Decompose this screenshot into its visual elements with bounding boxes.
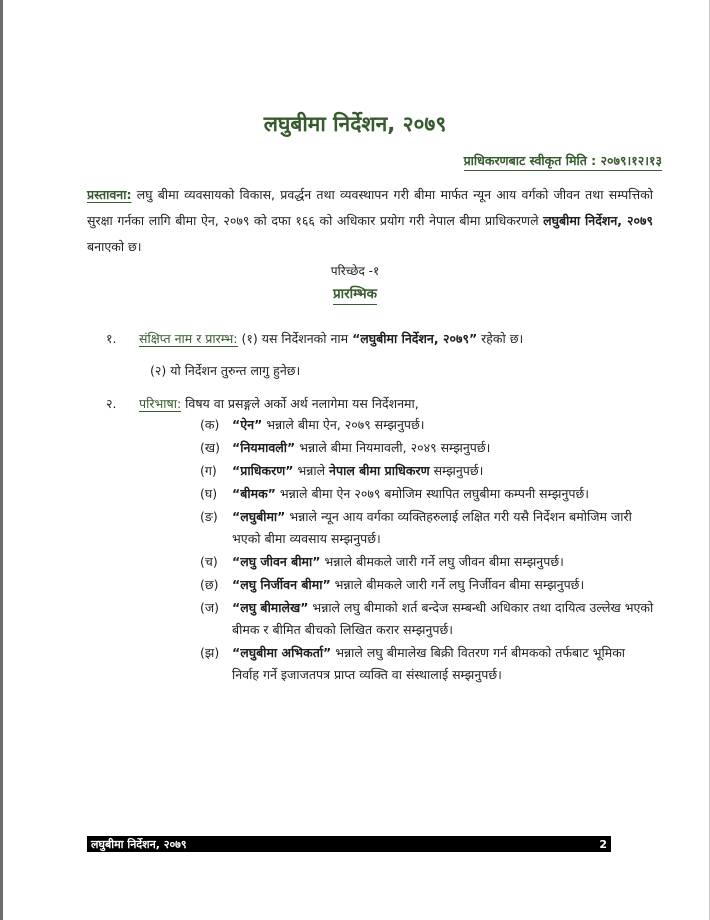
- section-heading: परिभाषा:: [139, 396, 182, 411]
- preamble-label: प्रस्तावना:: [87, 187, 132, 202]
- definition-body: भन्नाले: [293, 463, 330, 478]
- definition-term: “नियमावली”: [232, 440, 296, 455]
- definition-label: (घ): [200, 486, 218, 501]
- definition-label: (च): [200, 554, 218, 569]
- section-2-line: [139, 395, 419, 412]
- definition-body: भन्नाले बीमा ऐन, २०७९ सम्झनुपर्छ।: [262, 417, 425, 432]
- definition-body: भन्नाले लघु बीमालेख बिक्री वितरण गर्न बीमकको तर्फबाट भूमिका निर्वाह गर्ने इजाजतपत्र प्राप्त व्यक्ति वा संस्थालाई सम्झनुपर्छ।: [232, 645, 626, 682]
- page-number: 2: [599, 837, 607, 851]
- definition-item: [200, 597, 660, 641]
- preamble: [87, 182, 653, 260]
- definition-label: (ज): [200, 600, 220, 615]
- section-text: विषय वा प्रसङ्गले अर्को अर्थ नलागेमा यस निर्देशनमा,: [181, 396, 419, 411]
- definition-label: (ख): [200, 440, 220, 455]
- section-number: १.: [106, 331, 117, 346]
- definition-item: [200, 414, 660, 436]
- definition-label: (छ): [200, 577, 219, 592]
- definition-label: (झ): [200, 645, 220, 660]
- definition-term: “लघु निर्जीवन बीमा”: [232, 577, 331, 592]
- definition-term: “लघुबीमा अभिकर्ता”: [232, 645, 332, 660]
- page-left-border: [0, 0, 3, 920]
- definition-text: [232, 642, 660, 686]
- page-footer: [87, 836, 611, 852]
- definition-term: “बीमक”: [232, 486, 276, 501]
- preamble-text: लघु बीमा व्यवसायको विकास, प्रवर्द्धन तथा व्यवस्थापन गरी बीमा मार्फत न्यून आय वर्गको जीवन तथा सम्पत्तिको सुरक्षा गर्नका लागि बीमा ऐन, २०७९ को दफा १६६ को अधिकार प्रयोग गरी नेपाल बीमा प्राधिकरणले: [87, 187, 653, 228]
- definition-body-end: सम्झनुपर्छ।: [429, 463, 484, 478]
- definition-item: [200, 506, 660, 550]
- section-1-sub: (२) यो निर्देशन तुरुन्त लागु हुनेछ।: [150, 363, 301, 378]
- footer-title: लघुबीमा निर्देशन, २०७९: [91, 837, 187, 851]
- preamble-text-end: बनाएको छ।: [87, 239, 142, 254]
- chapter-title-text: प्रारम्भिक: [333, 286, 377, 305]
- definition-body: भन्नाले बीमा ऐन २०७९ बमोजिम स्थापित लघुबीमा कम्पनी सम्झनुपर्छ।: [275, 486, 589, 501]
- definition-text: [232, 414, 660, 436]
- section-bold: “लघुबीमा निर्देशन, २०७९”: [352, 331, 478, 346]
- definition-term: “ऐन”: [232, 417, 263, 432]
- definitions-list: [200, 414, 660, 687]
- definition-text: [232, 597, 660, 641]
- definition-item: [200, 551, 660, 573]
- section-number: २.: [106, 396, 117, 411]
- definition-item: [200, 460, 660, 482]
- preamble-bold: लघुबीमा निर्देशन, २०७९: [543, 213, 653, 228]
- definition-term: “लघुबीमा”: [232, 509, 286, 524]
- definition-body: भन्नाले न्यून आय वर्गका व्यक्तिहरुलाई लक्षित गरी यसै निर्देशन बमोजिम जारी भएको बीमा व्यवसाय सम्झनुपर्छ।: [232, 509, 632, 546]
- section-text-end: रहेको छ।: [477, 331, 524, 346]
- definition-label: (ङ): [200, 509, 218, 524]
- definition-item: [200, 642, 660, 686]
- definition-body: भन्नाले लघु बीमाको शर्त बन्देज सम्बन्धी अधिकार तथा दायित्व उल्लेख भएको बीमक र बीमित बीचको लिखित करार सम्झनुपर्छ।: [232, 600, 654, 637]
- definition-body: भन्नाले बीमकले जारी गर्ने लघु जीवन बीमा सम्झनुपर्छ।: [320, 554, 564, 569]
- definition-text: [232, 551, 660, 573]
- definition-item: [200, 483, 660, 505]
- definition-term: “लघु जीवन बीमा”: [232, 554, 321, 569]
- definition-text: [232, 574, 660, 596]
- definition-label: (ग): [200, 463, 217, 478]
- definition-text: [232, 483, 660, 505]
- definition-item: [200, 437, 660, 459]
- definition-text: [232, 506, 660, 550]
- section-heading: संक्षिप्त नाम र प्रारम्भ:: [139, 331, 238, 346]
- approval-date: प्राधिकरणबाट स्वीकृत मिति : २०७९।१२।१३: [464, 152, 662, 171]
- definition-bold: नेपाल बीमा प्राधिकरण: [329, 463, 430, 478]
- section-text: (१) यस निर्देशनको नाम: [237, 331, 353, 346]
- definition-label: (क): [200, 417, 220, 432]
- section-1-line: [139, 330, 523, 347]
- definition-text: [232, 437, 660, 459]
- chapter-number: परिच्छेद -१: [330, 264, 380, 278]
- definition-body: भन्नाले बीमा नियमावली, २०४९ सम्झनुपर्छ।: [295, 440, 491, 455]
- definition-text: [232, 460, 660, 482]
- definition-body: भन्नाले बीमकले जारी गर्ने लघु निर्जीवन बीमा सम्झनुपर्छ।: [330, 577, 585, 592]
- definition-term: “लघु बीमालेख”: [232, 600, 309, 615]
- document-title: लघुबीमा निर्देशन, २०७९: [263, 112, 447, 136]
- definition-item: [200, 574, 660, 596]
- definition-term: “प्राधिकरण”: [232, 463, 294, 478]
- chapter-title: [0, 284, 710, 302]
